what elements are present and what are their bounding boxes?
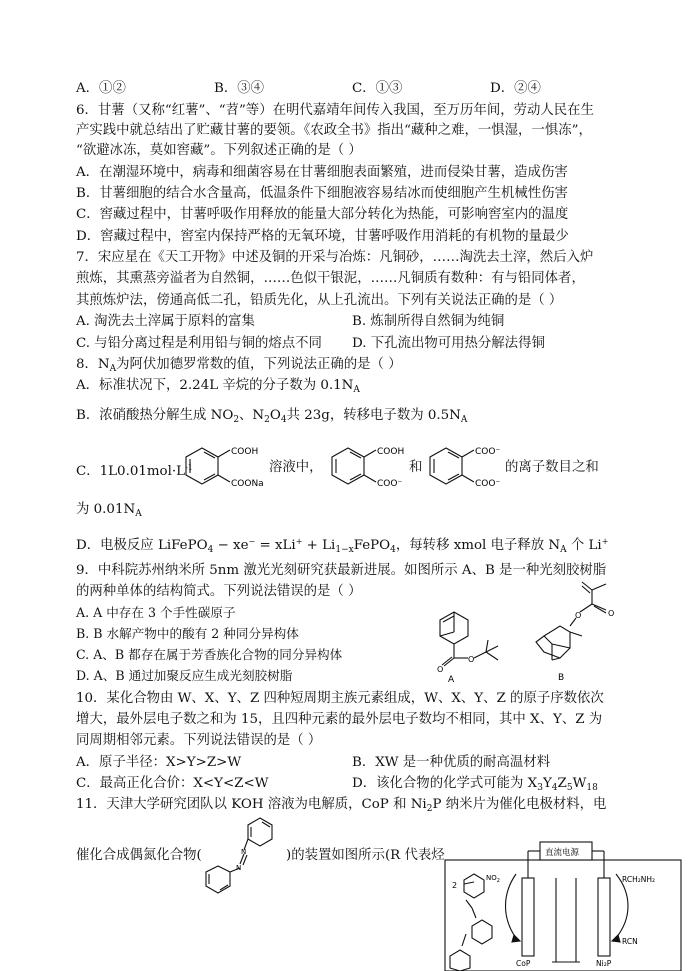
q8-option-b-text-3: O <box>269 408 281 423</box>
q8-option-c-text: C．1L0.01mol·L <box>76 464 186 479</box>
q7-stem-line-1: 7．宋应星在《天工开物》中述及铜的开采与冶炼：凡铜砂，……淘洗去土滓，然后入炉 <box>76 250 594 265</box>
q8-option-c-line-2 <box>76 500 142 524</box>
q7-stem-line-3: 其煎炼炉法，傍通高低二孔，铅质先化，从上孔流出。下列有关说法正确的是（ ） <box>76 293 563 308</box>
structure-1-group-top: COOH <box>231 447 259 457</box>
q8-d-t3: = xLi <box>255 538 296 553</box>
q8-option-a-text: A．标准状况下，2.24L 辛烷的分子数为 0.1N <box>76 378 354 393</box>
q8-d-t2: − xe <box>213 538 249 553</box>
q6-option-d: D．窖藏过程中，窖室内保持严格的无氧环境，甘薯呼吸作用消耗的有机物的量最少 <box>76 229 569 244</box>
svg-text:O: O <box>608 609 615 618</box>
q6-stem-line-3: “欲避冰冻，莫如窖藏”。下列叙述正确的是（ ） <box>76 143 362 158</box>
q5-option-c: C．①③ <box>352 81 403 96</box>
q5-option-a: A．①② <box>76 81 126 96</box>
q8-option-c-line-2-sub: A <box>135 509 142 519</box>
electrolysis-apparatus <box>444 838 688 971</box>
q9-option-c: C. A、B 都存在属于芳香族化合物的同分异构体 <box>76 647 343 662</box>
q10-d-s4: 18 <box>586 783 598 793</box>
q10-option-a: A．原子半径：X>Y>Z>W <box>76 755 242 770</box>
q8-d-s2: 1−x <box>335 545 354 555</box>
q8-option-b-text-2: 、N <box>239 408 265 423</box>
q8-d-u3: + <box>601 537 609 546</box>
structure-3-group-top: COO⁻ <box>475 447 501 457</box>
q8-d-t7: 个 Li <box>566 538 602 553</box>
q8-d-t1: D．电极反应 LiFePO <box>76 538 208 553</box>
monomer-b-label: B <box>558 673 565 683</box>
right-reactant-label: RCH₂NH₂ <box>622 875 655 884</box>
azobenzene-structure <box>200 814 286 896</box>
q10-d-t4: W <box>572 776 587 791</box>
q9-stem-line-1: 9．中科院苏州纳米所 5nm 激光光刻研究获最新进展。如图所示 A、B 是一种光刻胶树脂 <box>76 563 607 578</box>
q10-d-s2: 4 <box>551 783 558 793</box>
q8-d-t4: + Li <box>302 538 336 553</box>
q8-option-a <box>76 376 360 400</box>
q10-option-b: B．XW 是一种优质的耐高温材料 <box>352 755 551 770</box>
q9-stem-line-2: 的两种单体的结构简式。下列说法错误的是（ ） <box>76 584 362 599</box>
q8-option-c-mid-2: 和 <box>409 460 423 475</box>
monomer-a-label: A <box>448 675 455 684</box>
right-product-label: RCN <box>622 937 638 946</box>
reactant-coefficient: 2 <box>452 881 458 890</box>
q5-option-d: D．②④ <box>490 81 541 96</box>
q11-line-1 <box>76 795 606 819</box>
q7-option-b: B. 炼制所得自然铜为纯铜 <box>352 314 505 329</box>
q6-stem-line-2: 产实践中就总结出了贮藏甘薯的要领。《农政全书》指出“藏种之难，一惧湿，一惧冻”， <box>76 123 592 138</box>
q8-stem-text-2: 为阿伏加德罗常数的值，下列说法正确的是（ ） <box>116 357 402 372</box>
q8-d-s3: 4 <box>390 545 396 555</box>
power-supply-label: 直流电源 <box>545 848 580 858</box>
q11-line-1-text: 11．天津大学研究团队以 KOH 溶液为电解质，CoP 和 Ni <box>76 797 427 812</box>
q8-option-d <box>76 532 608 560</box>
structure-2-group-bottom: COO⁻ <box>377 479 403 489</box>
q6-option-c: C．窖藏过程中，甘薯呼吸作用释放的能量大部分转化为热能，可影响窖室内的温度 <box>76 207 569 222</box>
svg-text:N: N <box>236 864 242 872</box>
q8-option-b-sub-1: 2 <box>233 415 240 425</box>
q9-option-b: B. B 水解产物中的酸有 2 种同分异构体 <box>76 626 299 641</box>
electrode-left-label: CoP <box>516 959 531 968</box>
q10-d-s3: 5 <box>566 783 573 793</box>
svg-text:O: O <box>437 665 444 674</box>
q6-option-a: A．在潮湿环境中，病毒和细菌容易在甘薯细胞表面繁殖，进而侵染甘薯，造成伤害 <box>76 165 568 180</box>
q8-option-c-mid-1: 溶液中， <box>269 460 323 475</box>
structure-1-group-bottom: COONa <box>231 479 264 489</box>
q10-stem-line-2: 增大，最外层电子数之和为 15，且四种元素的最外层电子数均不相同，其中 X、Y、Z 为 <box>76 712 603 727</box>
q8-option-c-superscript: -1 <box>185 463 193 472</box>
structure-3-group-bottom: COO⁻ <box>475 479 501 489</box>
q8-d-t6: ，每转移 xmol 电子释放 N <box>395 538 561 553</box>
q8-option-c-prefix <box>76 458 193 482</box>
q8-stem-text: 8．N <box>76 357 110 372</box>
q7-stem-line-2: 煎炼，其熏蒸旁溢者为自然铜，……色似干银泥，……凡铜质有数种：有与铅同体者， <box>76 271 585 286</box>
q11-line-2-post: )的装置如图所示(R 代表烃 <box>286 848 445 863</box>
q8-d-u1: − <box>248 537 256 546</box>
electrode-right-label: Ni₂P <box>596 959 612 968</box>
q8-option-b <box>76 406 467 430</box>
q8-d-u2: + <box>295 537 303 546</box>
q8-option-b-text-4: 共 23g，转移电子数为 0.5N <box>286 408 461 423</box>
q8-option-c-line-2-text: 为 0.01N <box>76 502 136 517</box>
q10-d-t2: Y <box>542 776 552 791</box>
q8-option-a-subscript: A <box>353 385 360 395</box>
structure-2-group-top: COOH <box>377 447 405 457</box>
q5-options <box>76 79 636 99</box>
q8-stem-subscript: A <box>109 364 117 374</box>
q8-option-c-post: 的离子数目之和 <box>505 460 599 475</box>
q8-d-s1: 4 <box>207 545 214 555</box>
phthalate-structure-3 <box>424 436 514 494</box>
q8-option-b-sub-2: 2 <box>264 415 270 425</box>
nitro-group-text: NO <box>486 874 497 882</box>
q8-option-b-text: B．浓硝酸热分解生成 NO <box>76 408 234 423</box>
q8-option-b-sub-4: A <box>460 415 468 425</box>
q9-option-d: D. A、B 通过加聚反应生成光刻胶树脂 <box>76 668 293 683</box>
q9-option-a: A. A 中存在 3 个手性碳原子 <box>76 605 236 620</box>
phthalate-structure-1 <box>180 436 270 494</box>
q7-option-a: A. 淘洗去土滓属于原料的富集 <box>76 314 255 329</box>
svg-text:O: O <box>468 655 475 664</box>
monomer-a-structure <box>428 602 518 684</box>
q6-stem-line-1: 6．甘薯（又称“红薯”、“苕”等）在明代嘉靖年间传入我国，至万历年间，劳动人民在生 <box>76 103 594 118</box>
q10-stem-line-1: 10．某化合物由 W、X、Y、Z 四种短周期主族元素组成，W、X、Y、Z 的原子序数依次 <box>76 691 604 706</box>
q6-option-b: B．甘薯细胞的结合水含量高，低温条件下细胞液容易结冰而使细胞产生机械性伤害 <box>76 186 568 201</box>
q10-option-c: C．最高正化合价：X<Y<Z<W <box>76 776 269 791</box>
q10-d-t1: D．该化合物的化学式可能为 X <box>352 776 538 791</box>
phthalate-structure-2 <box>326 436 416 494</box>
q10-d-t3: Z <box>557 776 567 791</box>
q5-option-b: B．③④ <box>214 81 265 96</box>
q11-line-2-pre: 催化合成偶氮化合物( <box>76 848 202 863</box>
q11-line-1-sub: 2 <box>426 804 433 814</box>
svg-text:O: O <box>575 611 582 620</box>
q10-d-s1: 3 <box>537 783 543 793</box>
q8-d-t5: FePO <box>353 538 391 553</box>
q7-option-d: D. 下孔流出物可用热分解法得铜 <box>352 336 545 351</box>
svg-text:N: N <box>241 848 247 856</box>
q8-option-b-sub-3: 4 <box>280 415 287 425</box>
q7-option-c: C. 与铅分离过程是利用铅与铜的熔点不同 <box>76 336 322 351</box>
nitro-group-label <box>486 874 500 884</box>
nitro-group-sub: 2 <box>496 878 500 884</box>
q10-stem-line-3: 同周期相邻元素。下列说法错误的是（ ） <box>76 733 322 748</box>
q11-line-1-text-2: P 纳米片为催化电极材料，电 <box>432 797 607 812</box>
monomer-b-structure <box>522 576 622 686</box>
q8-d-s4: A <box>560 545 567 555</box>
